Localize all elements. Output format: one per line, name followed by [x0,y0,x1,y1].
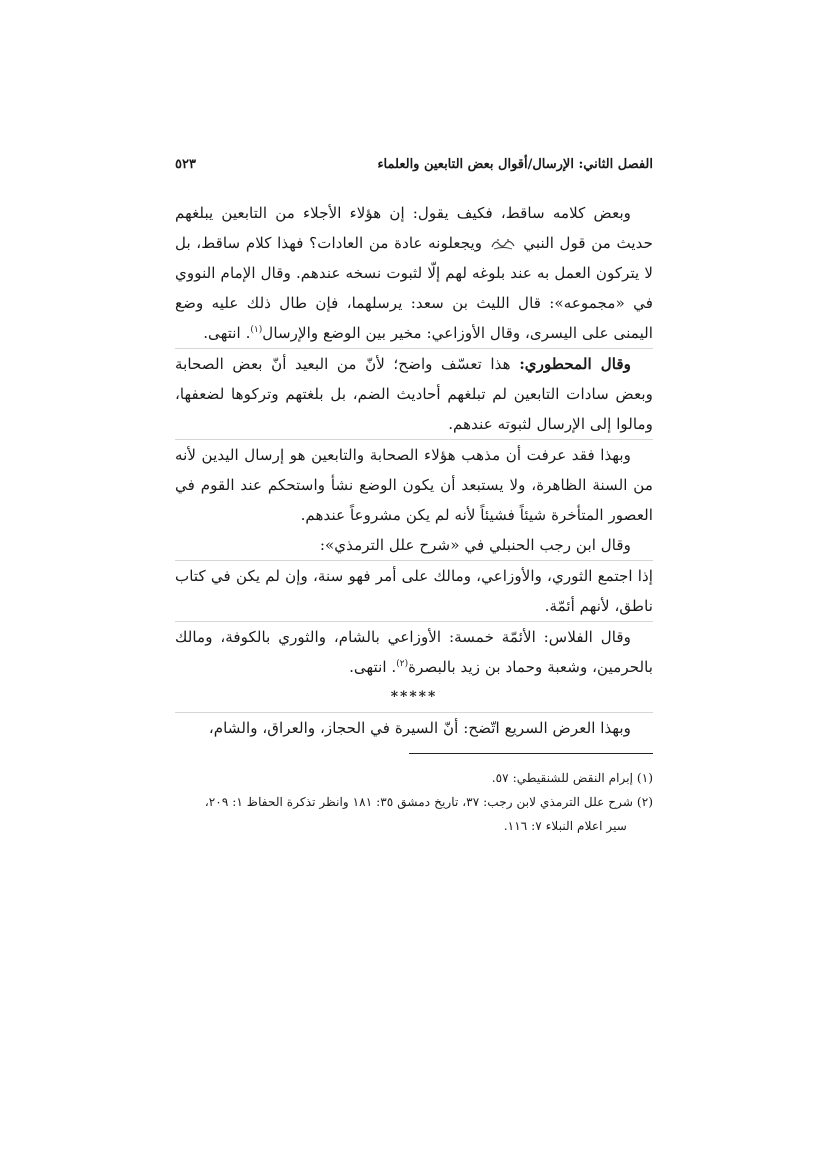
paragraph-7 [175,712,653,743]
paragraph-1-end: . انتهى. [203,324,251,342]
paragraph-4-text: وقال ابن رجب الحنبلي في «شرح علل الترمذي»: [319,536,631,554]
paragraph-5 [175,560,653,621]
section-separator: ***** [390,689,438,705]
running-title: الفصل الثاني: الإرسال/أقوال بعض التابعين والعلماء [377,157,653,172]
paragraph-3-text: وبهذا فقد عرفت أن مذهب هؤلاء الصحابة والتابعين هو إرسال اليدين لأنه من السنة الظاهرة، ولا يستبعد أن يكون الوضع نشأ واستحكم عند القوم في العصور المتأخرة شيئاً فشيئاً لأنه لم يكن مشروعاً عندهم. [175,446,653,524]
paragraph-6-text: وقال الفلاس: الأئمّة خمسة: الأوزاعي بالشام، والثوري بالكوفة، ومالك بالحرمين، وشعبة وحماد بن زيد بالبصرة [175,628,653,676]
paragraph-4 [175,530,653,560]
paragraph-2 [175,348,653,439]
page-header [175,150,653,180]
paragraph-7-text: وبهذا العرض السريع اتّضح: أنّ السيرة في الحجاز، والعراق، والشام، [208,719,631,737]
paragraph-5-text: إذا اجتمع الثوري، والأوزاعي، ومالك على أمر فهو سنة، وإن لم يكن في كتاب ناطق، لأنهم أئمّة. [175,567,653,615]
main-text [175,198,653,743]
footnote-2: (٢) شرح علل الترمذي لابن رجب: ٣٧، تاريخ دمشق ٣٥: ١٨١ وانظر تذكرة الحفاظ ١: ٢٠٩، [204,795,653,809]
paragraph-6-end: . انتهى. [349,658,397,676]
footnote-divider [409,753,653,754]
footnote-marker-1: (١) [250,324,263,335]
paragraph-3 [175,439,653,530]
footnote-marker-2: (٢) [396,658,409,669]
paragraph-2-text: هذا تعسّف واضح؛ لأنّ من البعيد أنّ بعض الصحابة وبعض سادات التابعين لم تبلغهم أحاديث الضم، بل بلغتهم وتركوها لضعفها، ومالوا إلى الإرسال لثبوته عندهم. [175,355,653,433]
footnotes [175,766,653,838]
footnote-2-continuation: سير اعلام النبلاء ٧: ١١٦. [503,819,627,833]
paragraph-6 [175,621,653,682]
paragraph-1-part-b: ويجعلونه عادة من العادات؟ فهذا كلام ساقط، بل لا يتركون العمل به عند بلوغه لهم إلّا لثبوت نسخه عندهم. وقال الإمام النووي في «مجموعه»: قال الليث بن سعد: يرسلهما، فإن طال ذلك عليه وضع اليمنى على اليسرى، وقال الأوزاعي: مخير بين الوضع والإرسال [175,234,653,342]
speaker-label: وقال المحطوري: [519,355,632,373]
salawat-glyph-icon [490,237,516,251]
paragraph-1 [175,198,653,348]
footnote-1: (١) إبرام النقض للشنقيطي: ٥٧. [491,771,653,785]
paragraph-1-part-a: وبعض كلامه ساقط، فكيف يقول: إن هؤلاء الأجلاء من التابعين يبلغهم حديث من قول النبي [175,204,654,252]
document-page [175,150,653,838]
page-number: ٥٢٣ [175,157,196,172]
